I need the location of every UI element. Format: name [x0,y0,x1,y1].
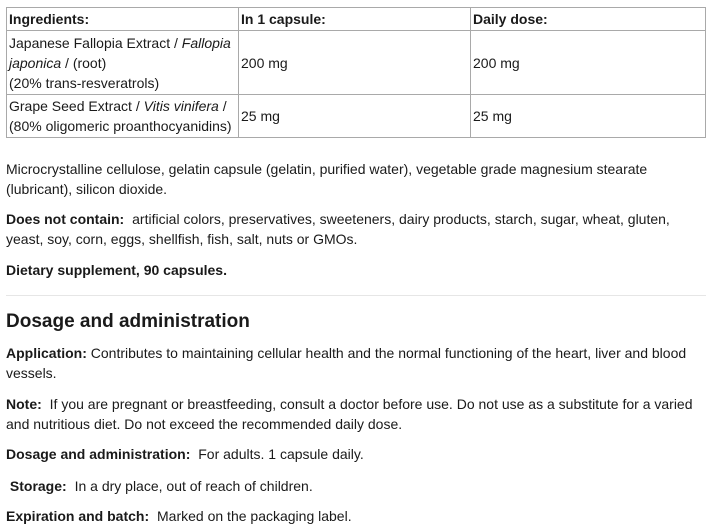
ingredient-latin-name: Fallopia japonica [9,34,231,71]
product-info-page [6,7,706,524]
header-ingredients: Ingredients: [7,8,239,31]
ingredient-name-cell [7,95,239,138]
other-ingredients: Microcrystalline cellulose, gelatin capsule (gelatin, purified water), vegetable grade magnesium stearate (lubricant), silicon dioxide. [6,161,648,197]
ingredient-name-cell [7,31,239,95]
section-divider [6,295,706,296]
storage [6,476,706,496]
table-row [7,95,706,138]
ingredient-standardization: (80% oligomeric proanthocyanidins) [9,118,232,134]
application-text: Contributes to maintaining cellular health and the normal functioning of the heart, liver and blood vessels. [6,345,687,381]
expiration [6,506,706,526]
application [6,343,706,383]
ingredient-part: / (root) [61,54,107,71]
table-header-row [7,8,706,31]
ingredient-standardization: (20% trans-resveratrols) [9,74,160,91]
storage-label: Storage: [9,478,67,494]
ingredient-part: / [218,98,227,114]
note [6,394,706,434]
section-title: Dosage and administration [6,311,250,332]
daily-dose-cell: 25 mg [471,95,706,138]
expiration-label: Expiration and batch: [6,508,150,524]
does-not-contain [6,209,706,249]
ingredients-table [6,7,706,138]
ingredient-name: Japanese Fallopia Extract / [9,34,182,51]
storage-text: In a dry place, out of reach of children. [74,478,313,494]
does-not-contain-label: Does not contain: [6,211,125,227]
expiration-text: Marked on the packaging label. [157,508,352,524]
header-per-capsule: In 1 capsule: [239,8,471,31]
header-daily-dose: Daily dose: [471,8,706,31]
table-row [7,31,706,95]
note-text: If you are pregnant or breastfeeding, consult a doctor before use. Do not use as a substitute for a varied and nutritious diet. Do not exceed the recommended daily dose. [6,396,693,432]
dosage-text: For adults. 1 capsule daily. [198,446,364,462]
supplement-note: Dietary supplement, 90 capsules. [6,262,227,278]
daily-dose-cell: 200 mg [471,31,706,95]
does-not-contain-text: artificial colors, preservatives, sweeteners, dairy products, starch, sugar, wheat, gluten, yeast, soy, corn, eggs, shellfish, fish, salt, nuts or GMOs. [6,211,670,247]
per-capsule-cell: 200 mg [239,31,471,95]
ingredient-latin-name: Vitis vinifera [143,98,219,114]
dosage-label: Dosage and administration: [6,446,191,462]
ingredient-name: Grape Seed Extract / [9,98,144,114]
supplement-note-para [6,260,706,280]
dosage [6,444,706,464]
application-label: Application: [6,345,87,361]
note-label: Note: [6,396,42,412]
per-capsule-cell: 25 mg [239,95,471,138]
